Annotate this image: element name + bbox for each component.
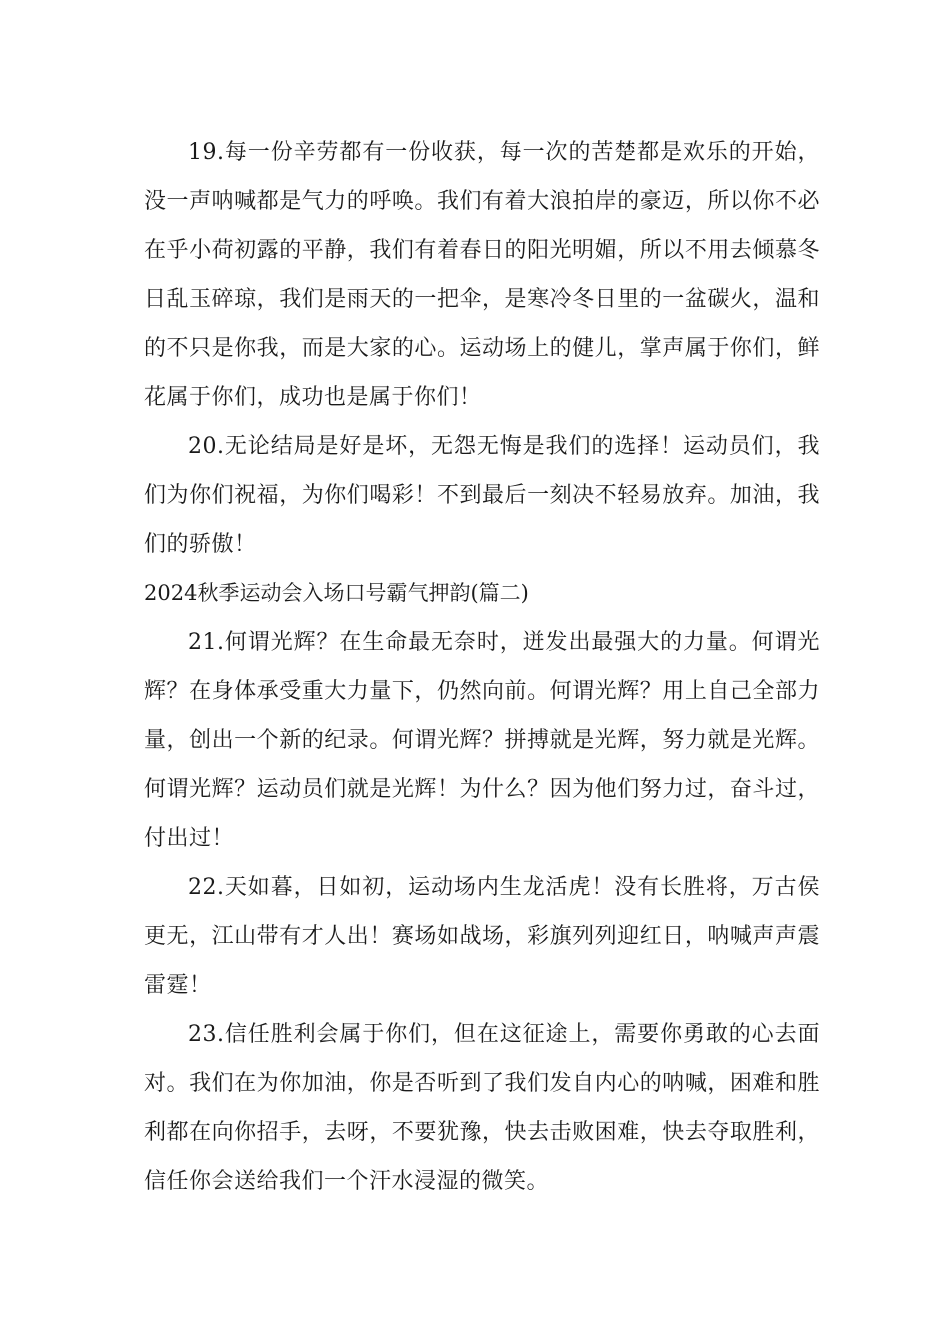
paragraph-20: 20.无论结局是好是坏，无怨无悔是我们的选择！运动员们，我们为你们祝福，为你们喝彩！不到最后一刻决不轻易放弃。加油，我们的骄傲！ [144, 434, 820, 557]
paragraph-19: 19.每一份辛劳都有一份收获，每一次的苦楚都是欢乐的开始，没一声呐喊都是气力的呼唤。我们有着大浪拍岸的豪迈，所以你不必在乎小荷初露的平静，我们有着春日的阳光明媚，所以不用去倾慕冬日乱玉碎琼，我们是雨天的一把伞，是寒冷冬日里的一盆碳火，温和的不只是你我，而是大家的心。运动场上的健儿，掌声属于你们，鲜花属于你们，成功也是属于你们！ [144, 140, 820, 410]
paragraph-21: 21.何谓光辉？在生命最无奈时，迸发出最强大的力量。何谓光辉？在身体承受重大力量下，仍然向前。何谓光辉？用上自己全部力量，创出一个新的纪录。何谓光辉？拼搏就是光辉，努力就是光辉。何谓光辉？运动员们就是光辉！为什么？因为他们努力过，奋斗过，付出过！ [144, 630, 820, 851]
section-heading: 2024秋季运动会入场口号霸气押韵(篇二) [144, 581, 529, 605]
paragraph-22: 22.天如暮，日如初，运动场内生龙活虎！没有长胜将，万古侯更无，江山带有才人出！赛场如战场，彩旗列列迎红日，呐喊声声震雷霆！ [144, 875, 820, 998]
document-body [144, 128, 820, 1206]
paragraph-23: 23.信任胜利会属于你们，但在这征途上，需要你勇敢的心去面对。我们在为你加油，你是否听到了我们发自内心的呐喊，困难和胜利都在向你招手，去呀，不要犹豫，快去击败困难，快去夺取胜利，信任你会送给我们一个汗水浸湿的微笑。 [144, 1022, 820, 1194]
